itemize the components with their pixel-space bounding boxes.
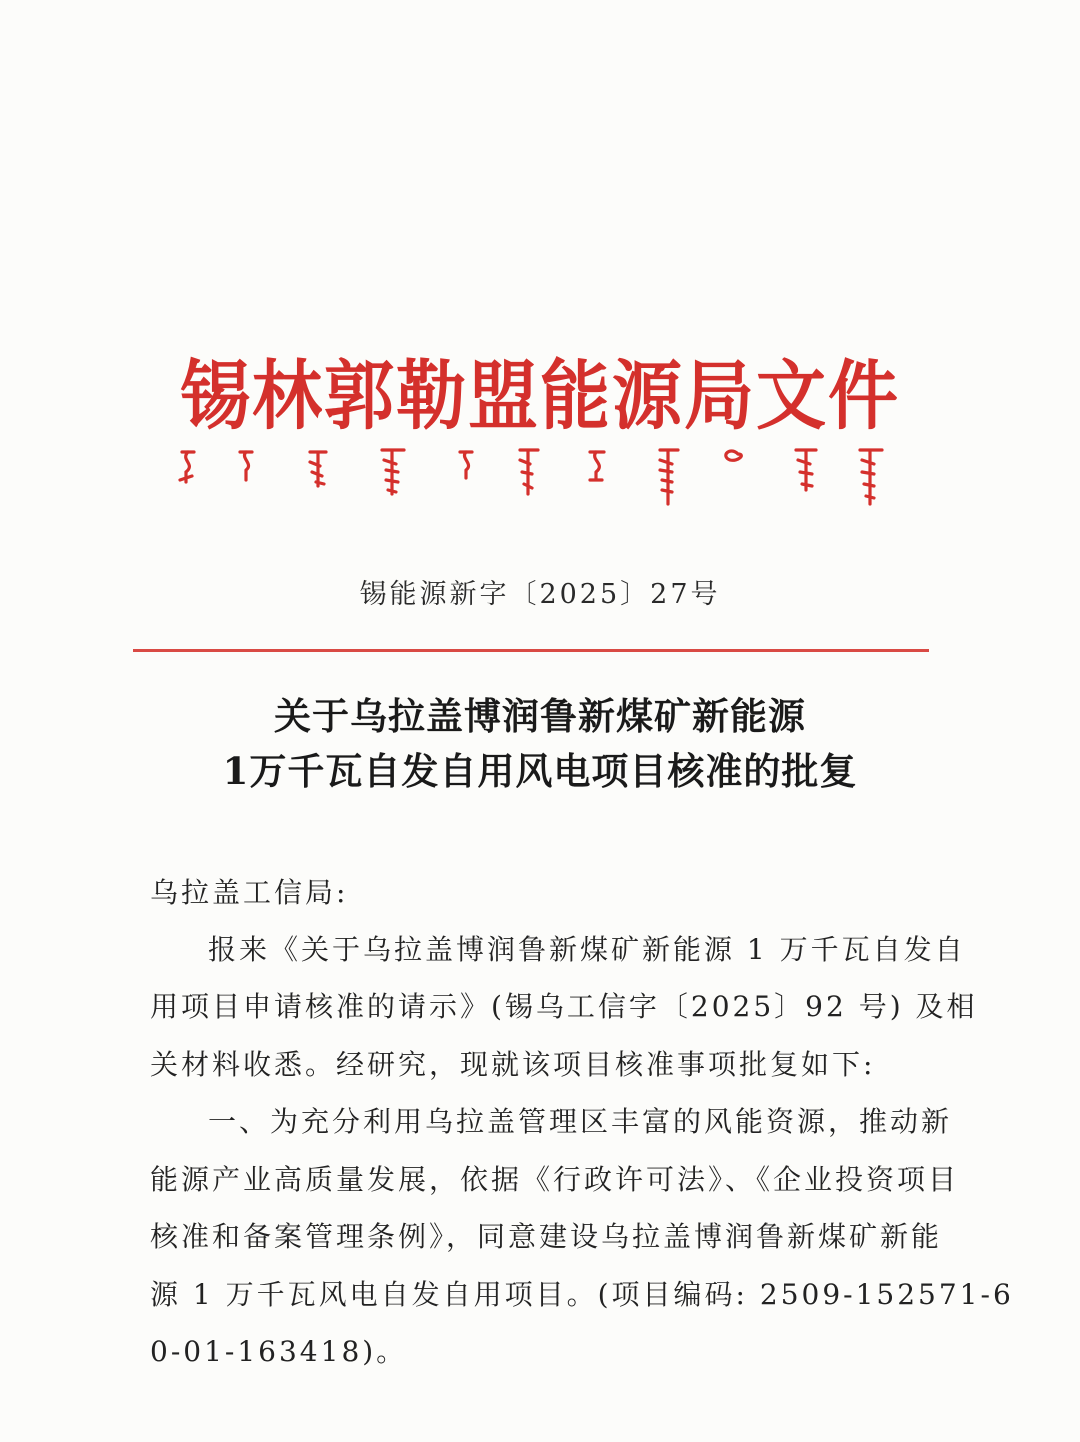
body-line: 能源产业高质量发展，依据《行政许可法》、《企业投资项目 (150, 1163, 960, 1196)
body-line: 用项目申请核准的请示》(锡乌工信字〔2025〕92 号) 及相 (150, 990, 978, 1023)
body-line: 报来《关于乌拉盖博润鲁新煤矿新能源 1 万千瓦自发自 (208, 933, 966, 966)
body-line: 一、为充分利用乌拉盖管理区丰富的风能资源，推动新 (208, 1105, 953, 1138)
body-line: 0-01-163418)。 (150, 1335, 408, 1368)
body-line: 关材料收悉。经研究，现就该项目核准事项批复如下: (150, 1048, 876, 1081)
document-title-line-2: 1万千瓦自发自用风电项目核准的批复 (222, 749, 858, 793)
addressee: 乌拉盖工信局: (150, 876, 349, 909)
mongolian-script-icon (160, 442, 900, 512)
issuing-authority-header: 锡林郭勒盟能源局文件 (180, 350, 900, 441)
body-line: 核准和备案管理条例》，同意建设乌拉盖博润鲁新煤矿新能 (150, 1220, 943, 1253)
red-divider-line (133, 649, 929, 652)
body-line: 源 1 万千瓦风电自发自用项目。(项目编码: 2509-152571-6 (150, 1278, 1014, 1311)
document-title-line-1: 关于乌拉盖博润鲁新煤矿新能源 (274, 694, 806, 738)
document-number: 锡能源新字〔2025〕27号 (359, 579, 721, 610)
